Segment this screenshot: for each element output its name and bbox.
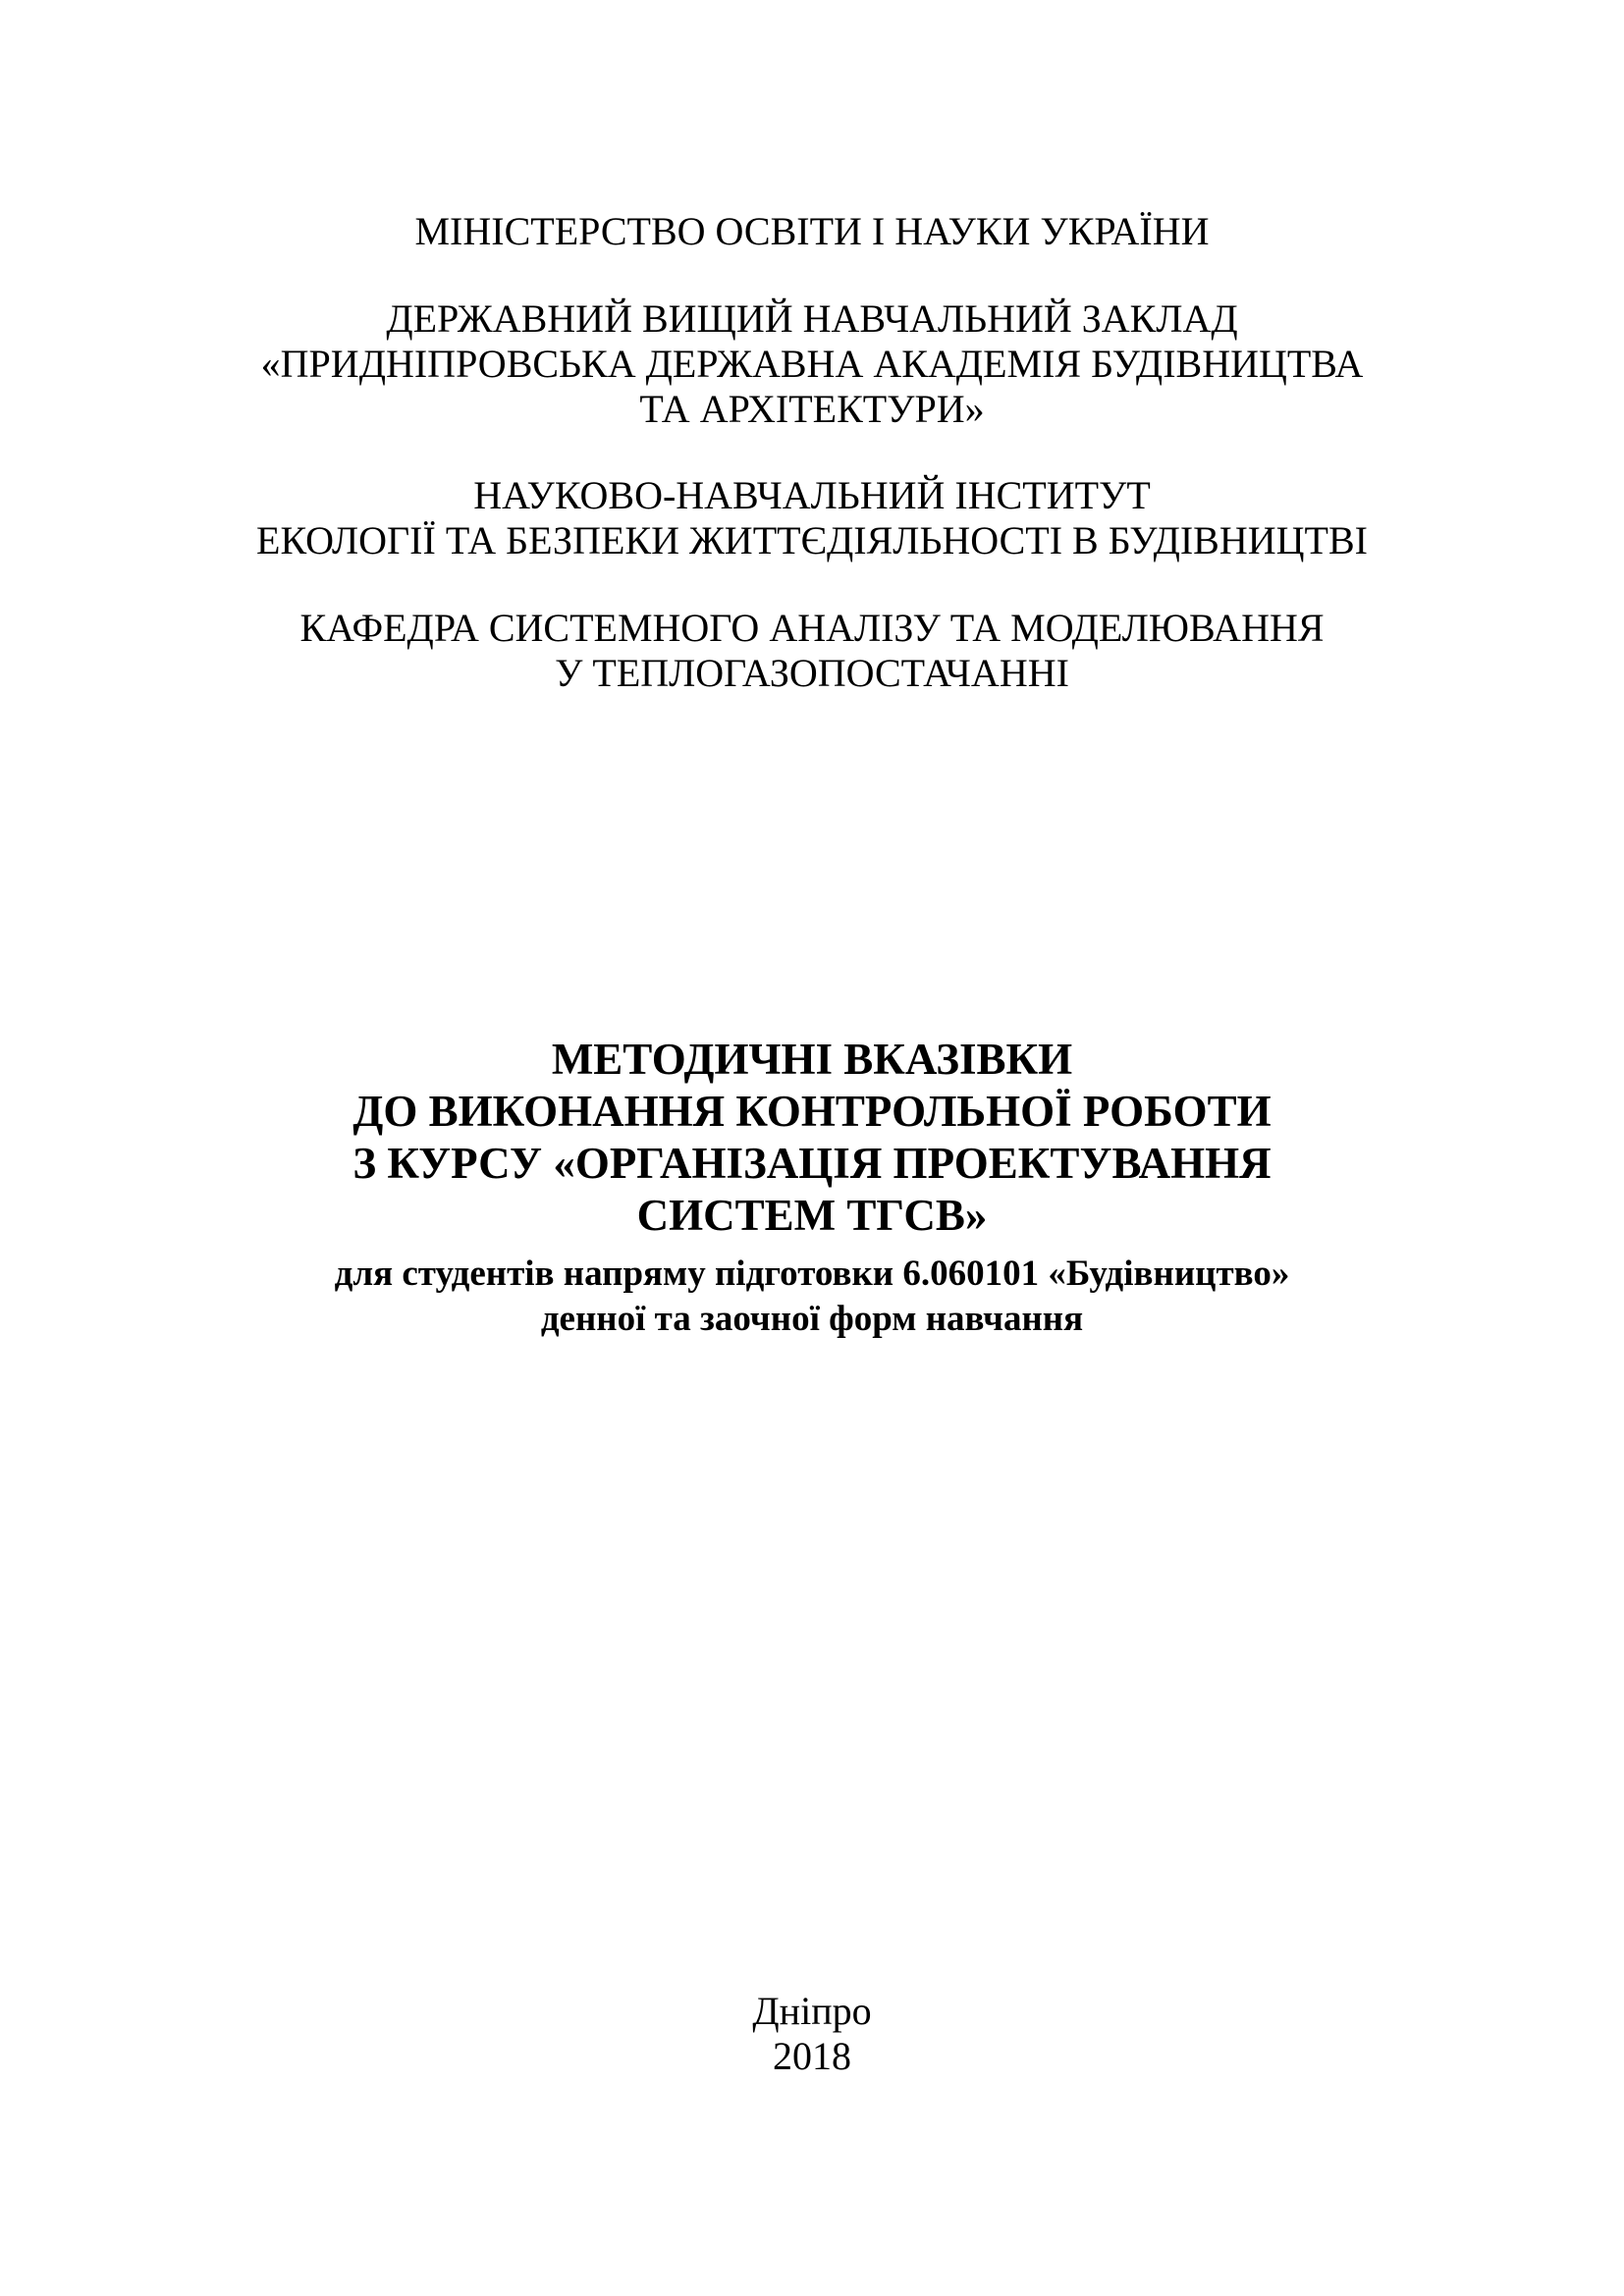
department-line-1: КАФЕДРА СИСТЕМНОГО АНАЛІЗУ ТА МОДЕЛЮВАННЯ bbox=[299, 606, 1325, 650]
year: 2018 bbox=[773, 2034, 851, 2078]
title-line-1: МЕТОДИЧНІ ВКАЗІВКИ bbox=[551, 1035, 1073, 1084]
title-line-2: ДО ВИКОНАННЯ КОНТРОЛЬНОЇ РОБОТИ bbox=[352, 1087, 1272, 1136]
institute-line-1: НАУКОВО-НАВЧАЛЬНИЙ ІНСТИТУТ bbox=[473, 473, 1151, 517]
city: Дніпро bbox=[752, 1989, 872, 2033]
institution-line-3: ТА АРХІТЕКТУРИ» bbox=[639, 387, 985, 431]
audience-line-1: для студентів напряму підготовки 6.060101 «Будівництво» bbox=[334, 1254, 1290, 1294]
institute-heading bbox=[0, 473, 1624, 563]
institution-heading bbox=[0, 296, 1624, 432]
institution-line-1: ДЕРЖАВНИЙ ВИЩИЙ НАВЧАЛЬНИЙ ЗАКЛАД bbox=[386, 296, 1238, 341]
department-heading bbox=[0, 606, 1624, 696]
department-line-2: У ТЕПЛОГАЗОПОСТАЧАННІ bbox=[555, 651, 1069, 695]
audience-line-2: денної та заочної форм навчання bbox=[540, 1299, 1084, 1339]
title-line-3: З КУРСУ «ОРГАНІЗАЦІЯ ПРОЕКТУВАННЯ bbox=[352, 1139, 1272, 1188]
imprint-footer bbox=[0, 1989, 1624, 2079]
ministry-line: МІНІСТЕРСТВО ОСВІТИ І НАУКИ УКРАЇНИ bbox=[414, 209, 1210, 253]
title-line-4: СИСТЕМ ТГСВ» bbox=[636, 1191, 988, 1240]
audience-subtitle bbox=[0, 1252, 1624, 1342]
institution-line-2: «ПРИДНІПРОВСЬКА ДЕРЖАВНА АКАДЕМІЯ БУДІВНИЦТВА bbox=[260, 342, 1364, 386]
ministry-heading bbox=[0, 209, 1624, 254]
document-title bbox=[0, 1034, 1624, 1242]
institute-line-2: ЕКОЛОГІЇ ТА БЕЗПЕКИ ЖИТТЄДІЯЛЬНОСТІ В БУДІВНИЦТВІ bbox=[256, 518, 1368, 562]
